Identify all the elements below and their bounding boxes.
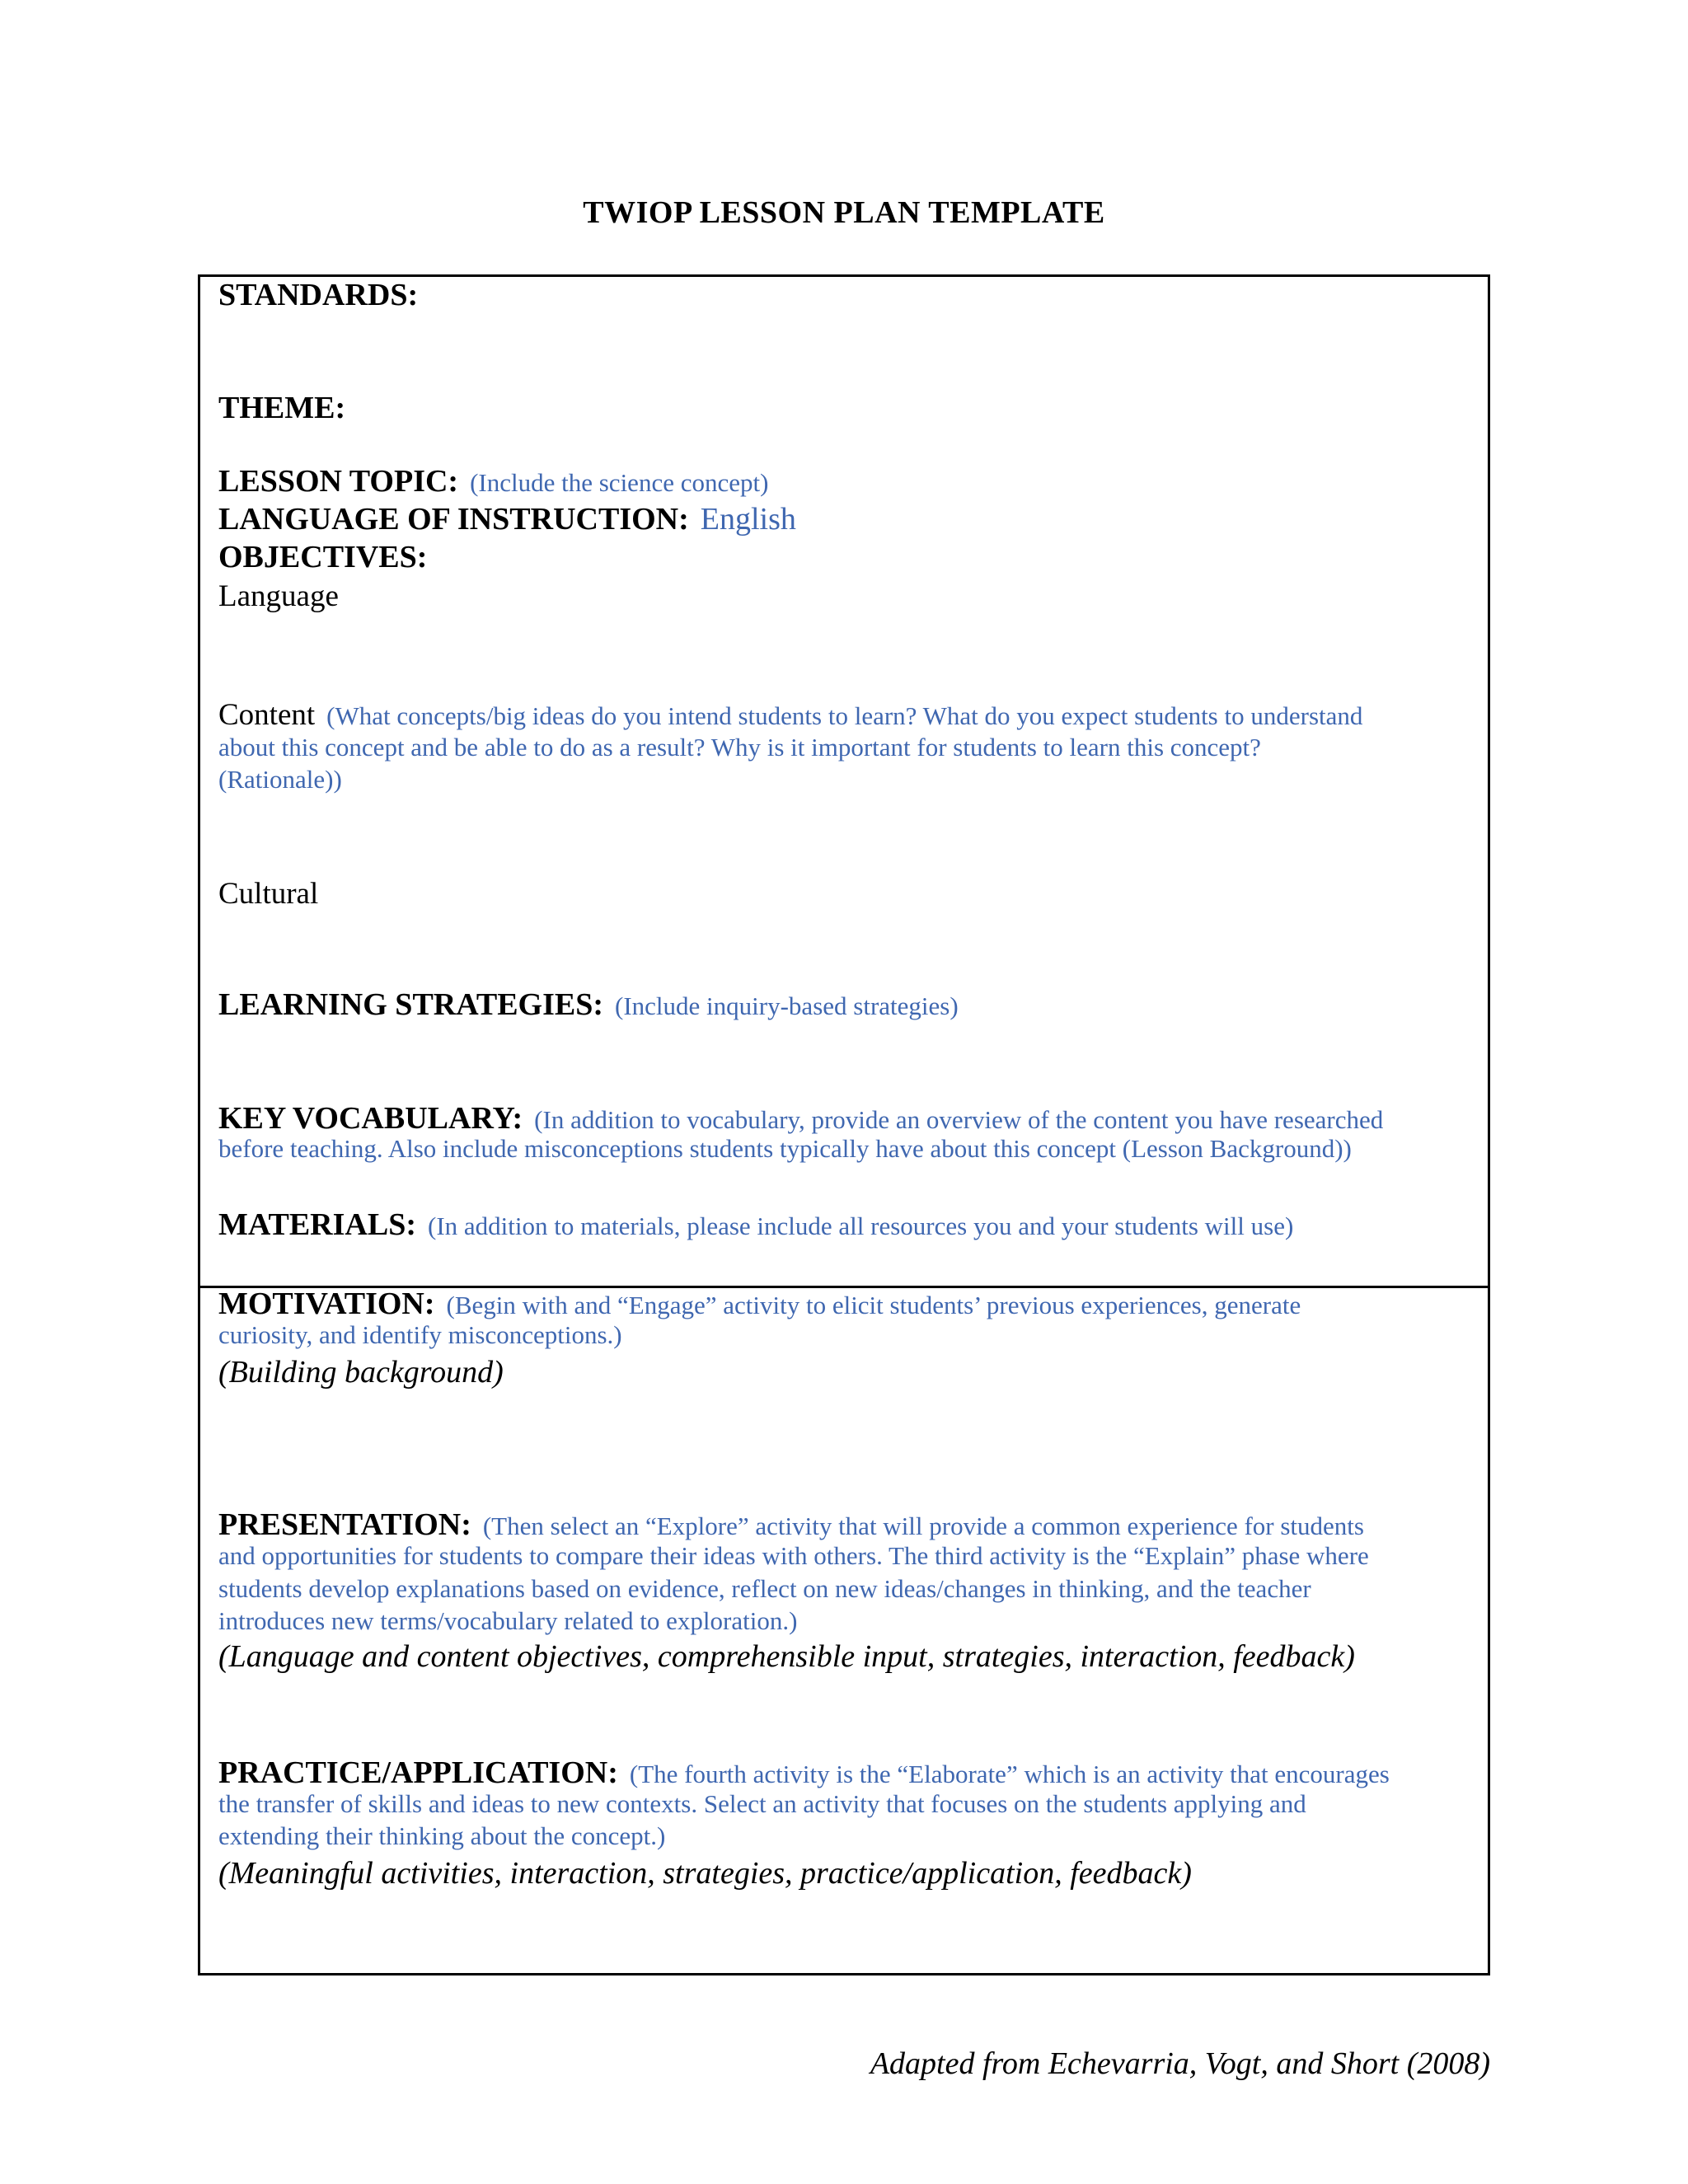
presentation-note-row	[218, 1638, 1471, 1675]
practice-application-hint-line: (The fourth activity is the “Elaborate” which is an activity that encourages	[629, 1760, 1390, 1788]
lesson-activities-section	[198, 1286, 1490, 1975]
presentation-hint-line: and opportunities for students to compare their ideas with others. The third activity is the “Explain” phase where	[218, 1541, 1369, 1570]
language-of-instruction-row	[218, 501, 1471, 537]
practice-application-hint-row	[218, 1821, 1471, 1851]
presentation-row	[218, 1507, 1471, 1543]
lesson-topic-hint: (Include the science concept)	[470, 468, 769, 497]
objective-content-hint-row	[218, 733, 1471, 762]
presentation-hint-line: introduces new terms/vocabulary related to exploration.)	[218, 1606, 798, 1635]
motivation-note: (Building background)	[218, 1355, 504, 1390]
objective-content-hint-row	[218, 765, 1471, 794]
key-vocabulary-hint-line: before teaching. Also include misconceptions students typically have about this concept (Lesson Background))	[218, 1134, 1352, 1163]
materials-row	[218, 1207, 1471, 1243]
language-of-instruction-label: LANGUAGE OF INSTRUCTION:	[218, 502, 689, 537]
practice-application-note-row	[218, 1855, 1471, 1891]
learning-strategies-row	[218, 987, 1471, 1023]
practice-application-label: PRACTICE/APPLICATION:	[218, 1755, 618, 1790]
motivation-hint-line: (Begin with and “Engage” activity to elicit students’ previous experiences, generate	[446, 1291, 1301, 1319]
standards-label: STANDARDS:	[218, 278, 419, 312]
page-title: TWIOP LESSON PLAN TEMPLATE	[583, 195, 1105, 230]
key-vocabulary-hint-line: (In addition to vocabulary, provide an overview of the content you have researched	[534, 1105, 1384, 1134]
theme-label: THEME:	[218, 391, 346, 425]
motivation-label: MOTIVATION:	[218, 1286, 435, 1321]
practice-application-hint-line: the transfer of skills and ideas to new contexts. Select an activity that focuses on the students applying and	[218, 1789, 1306, 1818]
learning-strategies-label: LEARNING STRATEGIES:	[218, 987, 604, 1022]
presentation-hint-row	[218, 1606, 1471, 1636]
objective-content-hint-line: about this concept and be able to do as a result? Why is it important for students to learn this concept?	[218, 733, 1261, 762]
source-credit: Adapted from Echevarria, Vogt, and Short (2008)	[870, 2046, 1490, 2081]
objectives-row	[218, 539, 1471, 575]
objectives-label: OBJECTIVES:	[218, 540, 428, 574]
objective-content-label: Content	[218, 698, 316, 732]
objective-cultural-label: Cultural	[218, 877, 319, 911]
lesson-topic-label: LESSON TOPIC:	[218, 464, 459, 499]
materials-label: MATERIALS:	[218, 1207, 416, 1242]
presentation-hint-line: (Then select an “Explore” activity that will provide a common experience for students	[482, 1511, 1364, 1540]
objective-cultural-row	[218, 876, 1471, 912]
objective-language-row	[218, 579, 1471, 614]
lesson-topic-row	[218, 463, 1471, 499]
language-of-instruction-value: English	[700, 502, 796, 537]
presentation-note: (Language and content objectives, comprehensible input, strategies, interaction, feedback)	[218, 1639, 1355, 1674]
objective-content-hint-line: (Rationale))	[218, 765, 342, 794]
key-vocabulary-label: KEY VOCABULARY:	[218, 1101, 523, 1136]
objective-content-hint-line: (What concepts/big ideas do you intend students to learn? What do you expect students to understand	[326, 701, 1363, 730]
learning-strategies-hint: (Include inquiry-based strategies)	[615, 991, 959, 1020]
materials-hint: (In addition to materials, please include all resources you and your students will use)	[428, 1212, 1294, 1240]
motivation-hint-row	[218, 1320, 1471, 1350]
presentation-hint-row	[218, 1541, 1471, 1571]
motivation-note-row	[218, 1354, 1471, 1390]
practice-application-note: (Meaningful activities, interaction, strategies, practice/application, feedback)	[218, 1856, 1192, 1891]
presentation-label: PRESENTATION:	[218, 1507, 471, 1542]
theme-row	[218, 390, 1471, 426]
key-vocabulary-row	[218, 1100, 1471, 1137]
presentation-hint-line: students develop explanations based on evidence, reflect on new ideas/changes in thinking, and the teacher	[218, 1574, 1311, 1603]
objective-language-label: Language	[218, 579, 339, 613]
standards-row	[218, 277, 1471, 313]
objective-content-row	[218, 697, 1471, 733]
practice-application-hint-row	[218, 1789, 1471, 1819]
lesson-info-section	[198, 274, 1490, 1288]
motivation-hint-line: curiosity, and identify misconceptions.)	[218, 1320, 622, 1349]
practice-application-row	[218, 1755, 1471, 1791]
presentation-hint-row	[218, 1574, 1471, 1604]
key-vocabulary-hint-row	[218, 1134, 1471, 1164]
motivation-row	[218, 1286, 1471, 1322]
practice-application-hint-line: extending their thinking about the concept.)	[218, 1821, 666, 1850]
